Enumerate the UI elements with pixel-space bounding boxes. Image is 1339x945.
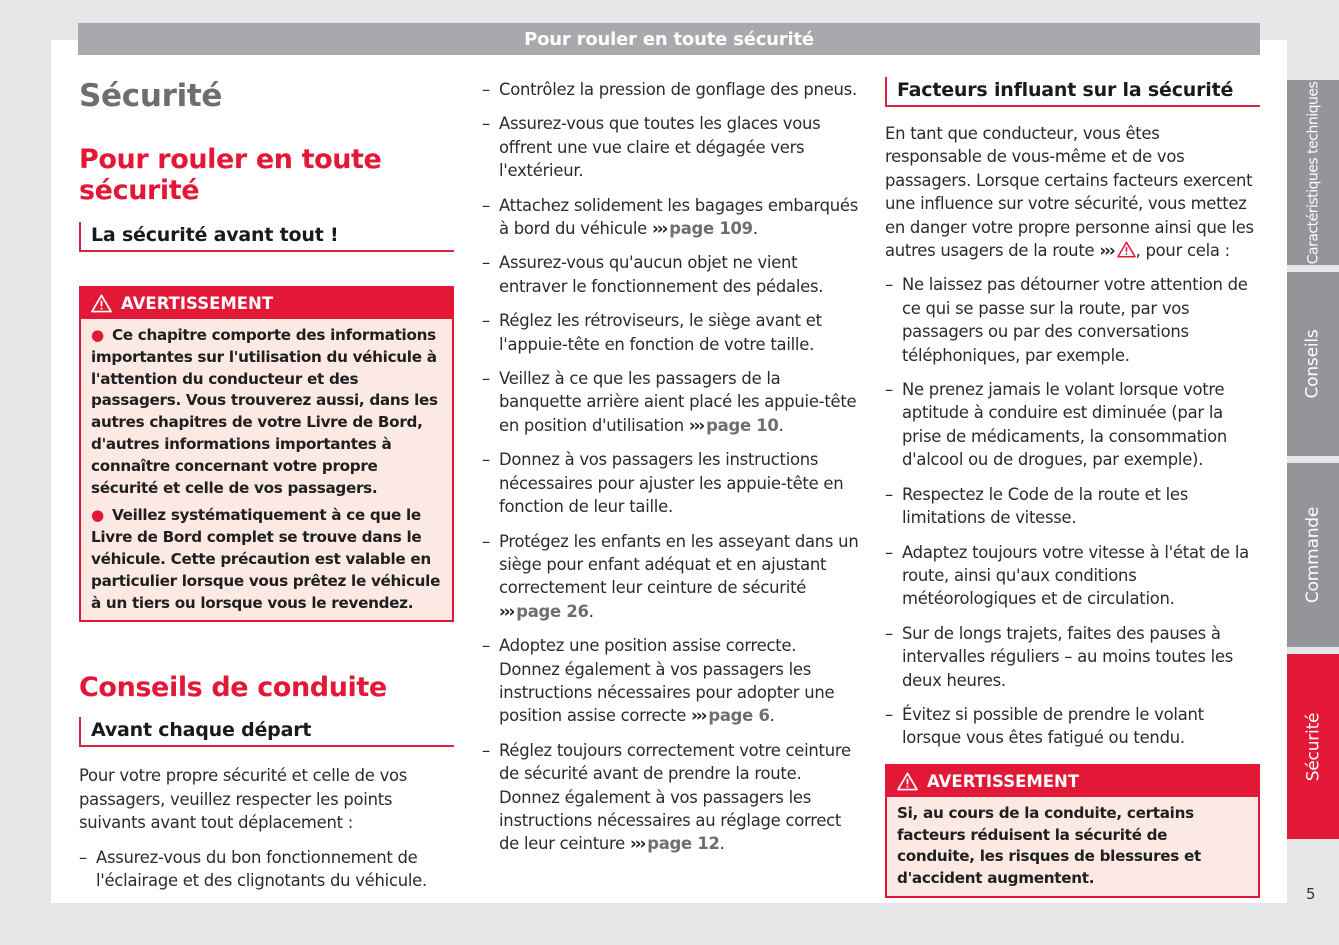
list-item: – Protégez les enfants en les asseyant dans un siège pour enfant adéquat et en ajustant correctement leur ceinture de sécurité ››› page 26. bbox=[482, 530, 860, 624]
checklist bbox=[482, 78, 860, 856]
page-link[interactable]: page 6 bbox=[708, 706, 770, 726]
bullet-icon: ● bbox=[91, 506, 104, 525]
list-item: – Adaptez toujours votre vitesse à l'état de la route, ainsi qu'aux conditions météorologiques et de circulation. bbox=[885, 541, 1260, 611]
column-3 bbox=[885, 77, 1260, 898]
list-item: – Assurez-vous qu'aucun objet ne vient entraver le fonctionnement des pédales. bbox=[482, 251, 860, 298]
column-2 bbox=[482, 78, 860, 867]
intro-paragraph: Pour votre propre sécurité et celle de vos passagers, veuillez respecter les points suivants avant tout déplacement : bbox=[79, 766, 408, 833]
side-tab-conseils[interactable]: Conseils bbox=[1287, 272, 1339, 456]
cross-ref-arrows-icon: ››› bbox=[691, 706, 706, 726]
warning-box bbox=[885, 764, 1260, 898]
list-item: – Assurez-vous du bon fonctionnement de l'éclairage et des clignotants du véhicule. bbox=[79, 846, 454, 893]
warning-item: ● Ce chapitre comporte des informations importantes sur l'utilisation du véhicule à l'attention du conducteur et des passagers. Vous trouverez aussi, dans les autres chapitres de votre Livre de Bord, d'autres informations importantes à connaître concernant votre propre sécurité et celle de vos passagers. bbox=[91, 326, 438, 497]
side-tab-caracteristiques-techniques[interactable]: Caractéristiques techniques bbox=[1287, 80, 1339, 265]
side-tab-commande[interactable]: Commande bbox=[1287, 463, 1339, 647]
cross-ref-arrows-icon: ››› bbox=[499, 601, 514, 621]
warning-label: AVERTISSEMENT bbox=[121, 294, 274, 313]
cross-ref-arrows-icon: ››› bbox=[1099, 241, 1114, 261]
page-number: 5 bbox=[1306, 885, 1316, 903]
list-item: – Ne prenez jamais le volant lorsque votre aptitude à conduire est diminuée (par la prise de médicaments, la consommation d'alcool ou de drogues, par exemple). bbox=[885, 378, 1260, 472]
warning-triangle-icon bbox=[91, 294, 112, 313]
warning-header bbox=[81, 288, 452, 319]
page-link[interactable]: page 109 bbox=[669, 219, 753, 239]
list-item: – Veillez à ce que les passagers de la banquette arrière aient placé les appuie-tête en position d'utilisation ››› page 10. bbox=[482, 367, 860, 437]
subsection-title: La sécurité avant tout ! bbox=[79, 222, 454, 252]
list-item: – Réglez toujours correctement votre ceinture de sécurité avant de prendre la route. Donnez également à vos passagers les instructions nécessaires au réglage correct de leur ceinture ››› page 12. bbox=[482, 739, 860, 856]
subsection-title: Facteurs influant sur la sécurité bbox=[885, 77, 1260, 107]
chapter-title: Sécurité bbox=[79, 78, 223, 114]
list-item: – Évitez si possible de prendre le volant lorsque vous êtes fatigué ou tendu. bbox=[885, 703, 1260, 750]
warning-header bbox=[887, 766, 1258, 797]
bullet-icon: ● bbox=[91, 326, 104, 344]
list-item: – Contrôlez la pression de gonflage des pneus. bbox=[482, 78, 860, 101]
warning-body: Si, au cours de la conduite, certains facteurs réduisent la sécurité de conduite, les risques de blessures et d'accident augmentent. bbox=[897, 803, 1201, 888]
checklist bbox=[885, 273, 1260, 749]
list-item: – Donnez à vos passagers les instructions nécessaires pour ajuster les appuie-tête en fonction de leur taille. bbox=[482, 448, 860, 518]
column-1 bbox=[79, 70, 454, 903]
list-item: – Respectez le Code de la route et les limitations de vitesse. bbox=[885, 483, 1260, 530]
warning-item: ● Veillez systématiquement à ce que le Livre de Bord complet se trouve dans le véhicule. Cette précaution est valable en particulier lorsque vous prêtez le véhicule à un tiers ou lorsque vous le revendez. bbox=[91, 506, 441, 612]
page-link[interactable]: page 26 bbox=[516, 601, 589, 621]
side-tab-securite[interactable]: Sécurité bbox=[1287, 654, 1339, 839]
list-item: – Ne laissez pas détourner votre attention de ce qui se passe sur la route, par vos passagers ou par des conversations téléphoniques, par exemple. bbox=[885, 273, 1260, 367]
page-link[interactable]: page 12 bbox=[647, 834, 720, 854]
warning-label: AVERTISSEMENT bbox=[927, 771, 1080, 791]
running-header: Pour rouler en toute sécurité bbox=[78, 23, 1260, 55]
list-item: – Sur de longs trajets, faites des pauses à intervalles réguliers – au moins toutes les deux heures. bbox=[885, 622, 1260, 692]
list-item: – Réglez les rétroviseurs, le siège avant et l'appuie-tête en fonction de votre taille. bbox=[482, 309, 860, 356]
warning-body bbox=[81, 319, 452, 620]
page-link[interactable]: page 10 bbox=[706, 415, 779, 435]
warning-triangle-icon bbox=[897, 772, 918, 791]
list-item: – Attachez solidement les bagages embarqués à bord du véhicule ››› page 109. bbox=[482, 194, 860, 241]
intro-paragraph: En tant que conducteur, vous êtes responsable de vous-même et de vos passagers. Lorsque certains facteurs exercent une influence sur votre sécurité, vous mettez en danger votre propre personne ainsi que les autres usagers de la route ››› , pour cela : bbox=[885, 124, 1254, 261]
section-title-2: Conseils de conduite bbox=[79, 672, 387, 704]
cross-ref-arrows-icon: ››› bbox=[652, 219, 667, 239]
cross-ref-arrows-icon: ››› bbox=[629, 834, 645, 854]
warning-box bbox=[79, 286, 454, 622]
list-item: – Adoptez une position assise correcte. Donnez également à vos passagers les instructions nécessaires pour adopter une position assise correcte ››› page 6. bbox=[482, 634, 860, 728]
checklist bbox=[79, 846, 454, 893]
warning-triangle-icon[interactable] bbox=[1117, 241, 1136, 258]
list-item: – Assurez-vous que toutes les glaces vous offrent une vue claire et dégagée vers l'extérieur. bbox=[482, 112, 860, 182]
cross-ref-arrows-icon: ››› bbox=[688, 415, 704, 435]
subsection-title-2: Avant chaque départ bbox=[79, 717, 454, 747]
section-title: Pour rouler en toute sécurité bbox=[79, 144, 382, 206]
